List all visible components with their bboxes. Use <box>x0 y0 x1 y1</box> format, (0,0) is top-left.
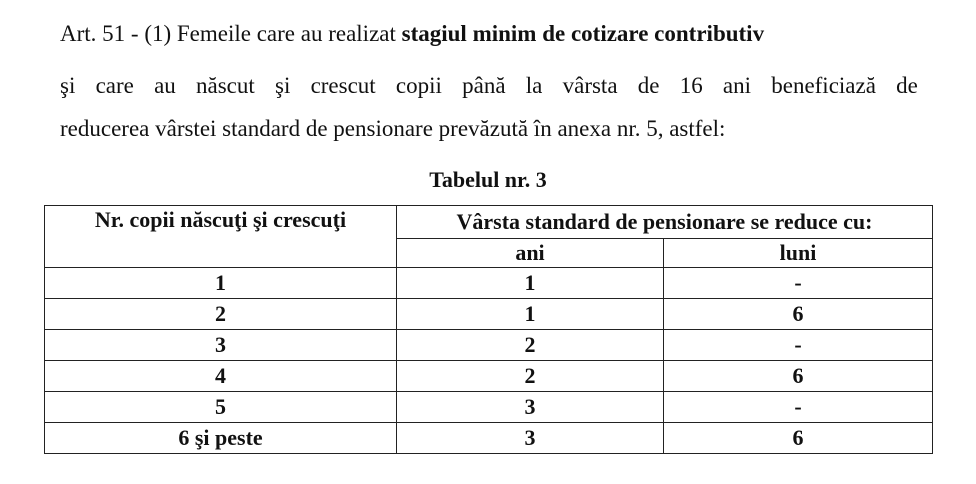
table-row <box>45 392 933 423</box>
table-row <box>45 330 933 361</box>
paragraph-word: născut <box>196 73 255 98</box>
cell-luni: 6 <box>664 423 933 454</box>
cell-ani: 2 <box>397 361 664 392</box>
paragraph-prefix: Art. 51 - (1) Femeile care au realizat <box>60 21 402 46</box>
table-row <box>45 361 933 392</box>
paragraph-word: copii <box>395 73 442 98</box>
cell-copii: 5 <box>45 392 397 423</box>
table-header-row <box>45 206 933 239</box>
pension-reduction-table <box>44 205 933 454</box>
cell-luni: 6 <box>664 361 933 392</box>
subheader-luni: luni <box>664 239 933 268</box>
paragraph-line-2 <box>60 74 918 97</box>
paragraph-word: au <box>154 73 176 98</box>
cell-copii: 3 <box>45 330 397 361</box>
paragraph-word: care <box>95 73 134 98</box>
paragraph-word: şi <box>275 73 291 98</box>
cell-copii: 6 şi peste <box>45 423 397 454</box>
cell-luni: - <box>664 392 933 423</box>
cell-ani: 1 <box>397 299 664 330</box>
subheader-ani: ani <box>397 239 664 268</box>
cell-ani: 3 <box>397 392 664 423</box>
cell-luni: - <box>664 268 933 299</box>
paragraph-word: ani <box>722 73 752 98</box>
paragraph-bold-term: stagiul minim de cotizare contributiv <box>401 21 765 46</box>
paragraph-word: şi <box>60 73 76 98</box>
paragraph-word: vârsta <box>562 73 618 98</box>
paragraph-word: crescut <box>310 73 376 98</box>
header-reduction-group: Vârsta standard de pensionare se reduce cu: <box>397 206 933 239</box>
table-row <box>45 299 933 330</box>
paragraph-word: de <box>637 73 660 98</box>
cell-ani: 3 <box>397 423 664 454</box>
cell-copii: 4 <box>45 361 397 392</box>
cell-copii: 1 <box>45 268 397 299</box>
paragraph-word: 16 <box>679 73 703 98</box>
table-row <box>45 423 933 454</box>
paragraph-line-3: reducerea vârstei standard de pensionare prevăzută în anexa nr. 5, astfel: <box>60 116 726 141</box>
table-title: Tabelul nr. 3 <box>429 167 547 192</box>
paragraph-line-1 <box>60 22 918 45</box>
table-row <box>45 268 933 299</box>
paragraph-word: la <box>525 73 543 98</box>
header-children-count: Nr. copii născuţi şi crescuţi <box>45 206 397 268</box>
cell-luni: - <box>664 330 933 361</box>
cell-copii: 2 <box>45 299 397 330</box>
paragraph-word: beneficiază <box>771 73 876 98</box>
paragraph-word: până <box>462 73 506 98</box>
cell-ani: 1 <box>397 268 664 299</box>
paragraph-word: de <box>896 73 918 98</box>
cell-luni: 6 <box>664 299 933 330</box>
cell-ani: 2 <box>397 330 664 361</box>
